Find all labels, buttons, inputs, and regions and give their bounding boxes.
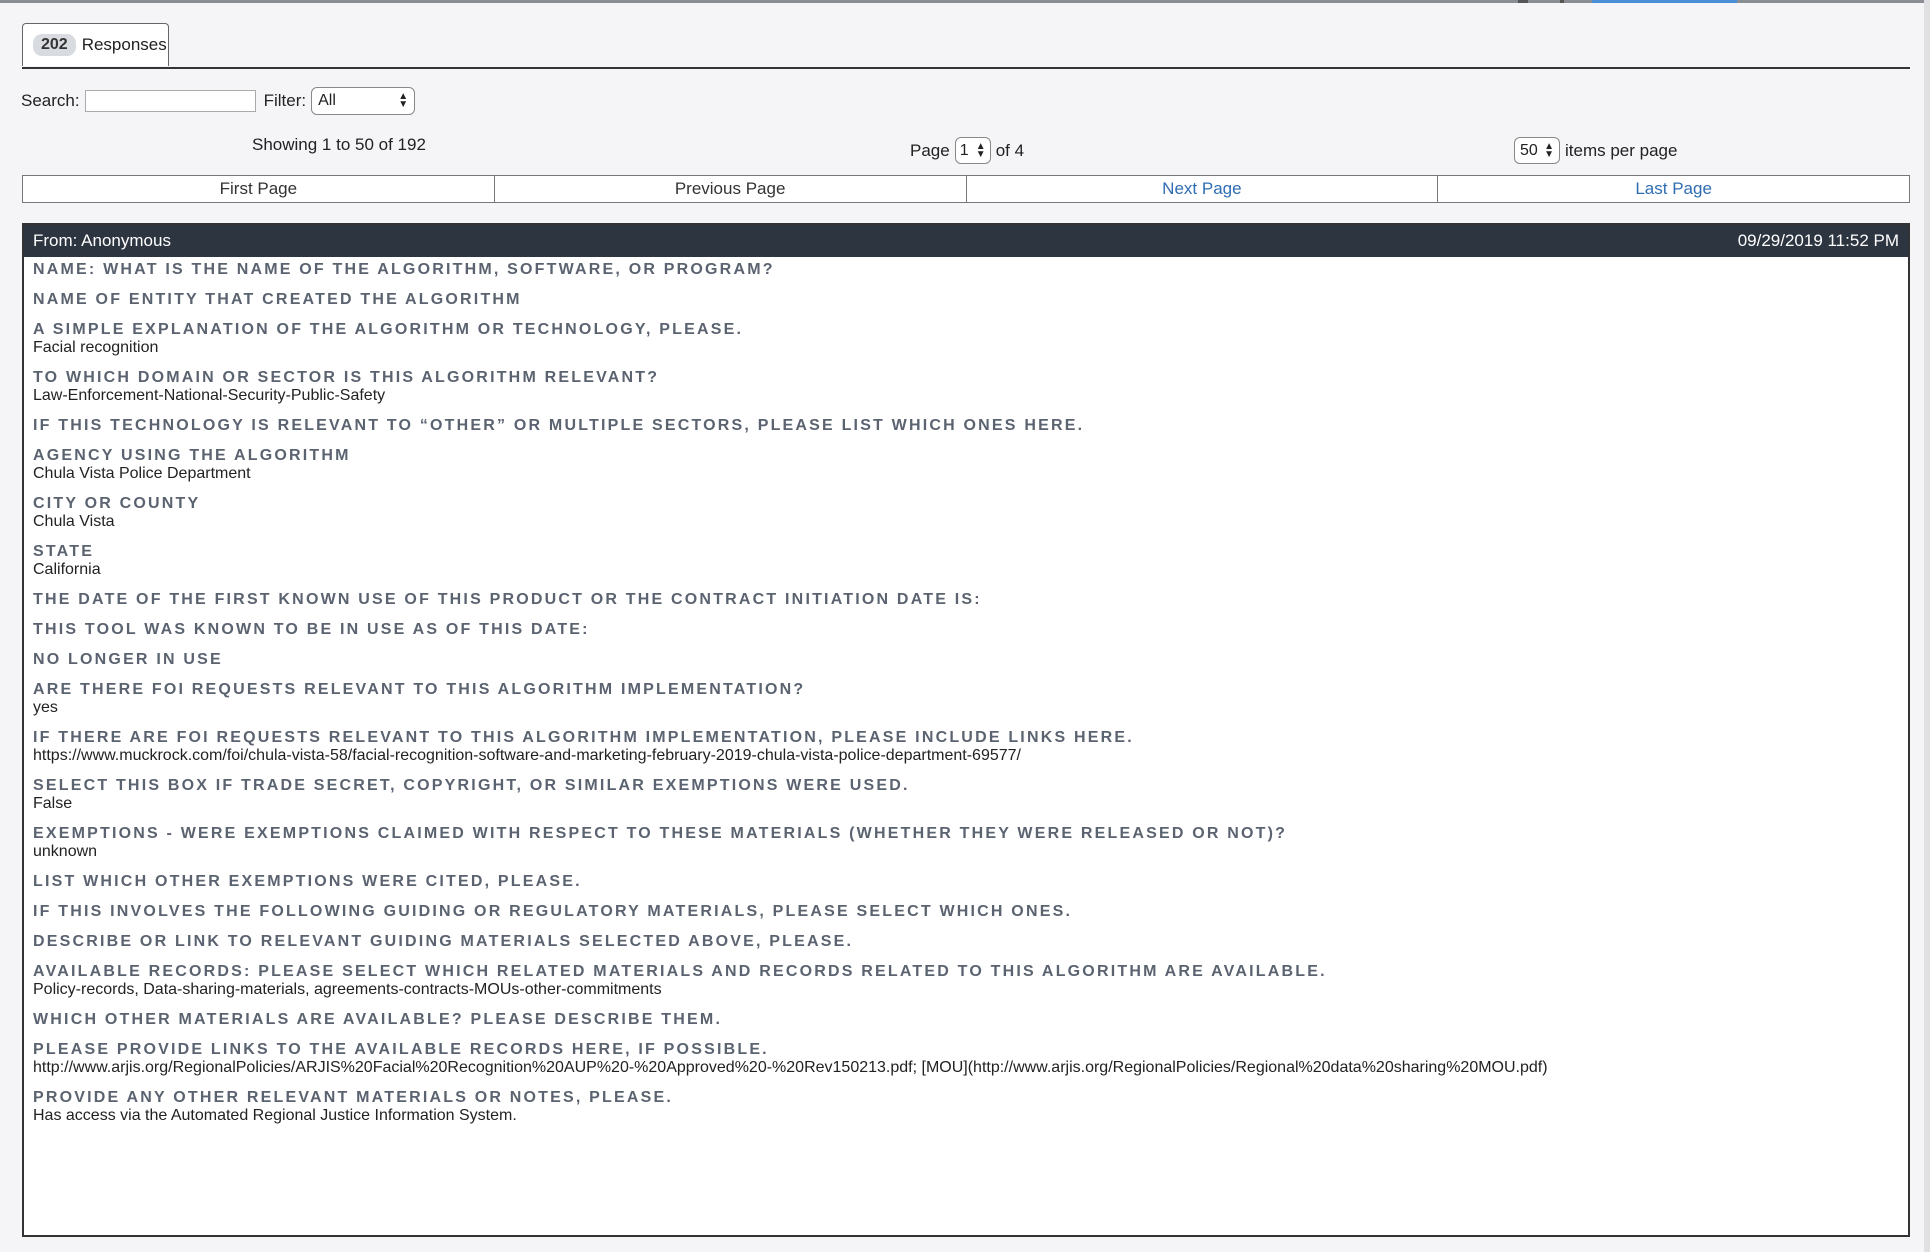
field-answer: Chula Vista — [33, 513, 115, 530]
tab-responses[interactable] — [22, 23, 169, 66]
last-page-button[interactable]: Last Page — [1635, 179, 1712, 198]
window-edge — [1924, 0, 1930, 1252]
field-question: IF THERE ARE FOI REQUESTS RELEVANT TO THIS ALGORITHM IMPLEMENTATION, PLEASE INCLUDE LINKS HERE. — [33, 729, 1134, 746]
top-highlight — [1592, 0, 1737, 3]
select-arrows-icon: ▲ ▼ — [398, 91, 409, 110]
field-answer: Policy-records, Data-sharing-materials, agreements-contracts-MOUs-other-commitments — [33, 981, 662, 998]
response-field — [33, 543, 1898, 579]
first-page-button[interactable]: First Page — [23, 176, 495, 202]
response-date: 09/29/2019 11:52 PM — [1737, 231, 1899, 250]
response-field — [33, 825, 1898, 861]
response-field — [33, 729, 1898, 765]
response-from: From: Anonymous — [33, 231, 171, 250]
response-field — [33, 591, 1898, 609]
response-field — [33, 369, 1898, 405]
field-answer: yes — [33, 699, 58, 716]
response-field — [33, 933, 1898, 951]
field-answer: unknown — [33, 843, 98, 860]
items-per-page — [1514, 137, 1677, 164]
page-select[interactable] — [955, 137, 991, 164]
response-field — [33, 873, 1898, 891]
filter-label: Filter: — [263, 91, 307, 110]
response-field — [33, 291, 1898, 309]
field-answer: Law-Enforcement-National-Security-Public-Safety — [33, 387, 386, 404]
field-question: LIST WHICH OTHER EXEMPTIONS WERE CITED, PLEASE. — [33, 873, 582, 890]
response-field — [33, 621, 1898, 639]
pagination-nav — [22, 175, 1910, 203]
page-label: Page — [910, 140, 950, 160]
response-card — [22, 223, 1910, 1237]
response-field — [33, 1041, 1898, 1077]
field-question: TO WHICH DOMAIN OR SECTOR IS THIS ALGORITHM RELEVANT? — [33, 369, 660, 386]
response-field — [33, 261, 1898, 279]
field-question: NAME: WHAT IS THE NAME OF THE ALGORITHM, SOFTWARE, OR PROGRAM? — [33, 261, 775, 278]
previous-page-button[interactable]: Previous Page — [495, 176, 967, 202]
response-field — [33, 321, 1898, 357]
response-field — [33, 447, 1898, 483]
top-border — [0, 0, 1930, 3]
field-question: WHICH OTHER MATERIALS ARE AVAILABLE? PLEASE DESCRIBE THEM. — [33, 1011, 723, 1028]
select-arrows-icon: ▲ ▼ — [975, 140, 986, 160]
page-selector — [910, 137, 1024, 164]
showing-count: Showing 1 to 50 of 192 — [252, 135, 426, 154]
field-question: CITY OR COUNTY — [33, 495, 201, 512]
response-field — [33, 651, 1898, 669]
response-field — [33, 1089, 1898, 1125]
response-field — [33, 903, 1898, 921]
response-field — [33, 1011, 1898, 1029]
tab-responses-label: Responses — [81, 35, 167, 54]
field-question: ARE THERE FOI REQUESTS RELEVANT TO THIS ALGORITHM IMPLEMENTATION? — [33, 681, 806, 698]
field-answer: Has access via the Automated Regional Justice Information System. — [33, 1107, 517, 1124]
page-select-value: 1 — [959, 141, 969, 159]
responses-count-badge: 202 — [33, 34, 76, 56]
field-question: THIS TOOL WAS KNOWN TO BE IN USE AS OF THIS DATE: — [33, 621, 590, 638]
field-answer: https://www.muckrock.com/foi/chula-vista-58/facial-recognition-software-and-marketing-february-2019-chula-vista-police-department-69577/ — [33, 747, 1021, 764]
select-arrows-icon: ▲ ▼ — [1544, 140, 1554, 160]
field-question: PROVIDE ANY OTHER RELEVANT MATERIALS OR NOTES, PLEASE. — [33, 1089, 674, 1106]
field-question: DESCRIBE OR LINK TO RELEVANT GUIDING MATERIALS SELECTED ABOVE, PLEASE. — [33, 933, 854, 950]
items-per-page-value: 50 — [1520, 141, 1538, 159]
response-field — [33, 777, 1898, 813]
field-question: A SIMPLE EXPLANATION OF THE ALGORITHM OR TECHNOLOGY, PLEASE. — [33, 321, 744, 338]
response-field — [33, 417, 1898, 435]
field-answer: False — [33, 795, 73, 812]
response-field — [33, 963, 1898, 999]
items-per-page-select[interactable] — [1514, 137, 1560, 164]
filter-select[interactable] — [311, 87, 415, 115]
filter-selected-value: All — [318, 92, 336, 109]
field-question: AGENCY USING THE ALGORITHM — [33, 447, 351, 464]
search-filter-row — [21, 86, 415, 116]
field-answer: Facial recognition — [33, 339, 159, 356]
field-answer: California — [33, 561, 101, 578]
search-label: Search: — [21, 91, 80, 110]
field-question: AVAILABLE RECORDS: PLEASE SELECT WHICH RELATED MATERIALS AND RECORDS RELATED TO THIS ALGORITHM ARE AVAILABLE. — [33, 963, 1327, 980]
field-question: SELECT THIS BOX IF TRADE SECRET, COPYRIGHT, OR SIMILAR EXEMPTIONS WERE USED. — [33, 777, 910, 794]
field-answer: http://www.arjis.org/RegionalPolicies/ARJIS%20Facial%20Recognition%20AUP%20-%20Approved%20-%20Rev150213.pdf; [MOU](http://www.arjis.org/RegionalPolicies/Regional%20data%20sharing%20MOU.pdf) — [33, 1059, 1548, 1076]
response-field — [33, 495, 1898, 531]
field-question: THE DATE OF THE FIRST KNOWN USE OF THIS PRODUCT OR THE CONTRACT INITIATION DATE IS: — [33, 591, 982, 608]
field-question: NO LONGER IN USE — [33, 651, 223, 668]
response-body — [24, 261, 1908, 1125]
field-question: EXEMPTIONS - WERE EXEMPTIONS CLAIMED WITH RESPECT TO THESE MATERIALS (WHETHER THEY WERE RELEASED OR NOT)? — [33, 825, 1288, 842]
field-question: IF THIS TECHNOLOGY IS RELEVANT TO “OTHER” OR MULTIPLE SECTORS, PLEASE LIST WHICH ONES HERE. — [33, 417, 1085, 434]
response-field — [33, 681, 1898, 717]
field-question: NAME OF ENTITY THAT CREATED THE ALGORITHM — [33, 291, 522, 308]
items-per-page-label: items per page — [1565, 140, 1678, 160]
tab-bar — [22, 23, 1910, 69]
response-header — [24, 225, 1908, 257]
field-question: STATE — [33, 543, 95, 560]
field-answer: Chula Vista Police Department — [33, 465, 251, 482]
field-question: PLEASE PROVIDE LINKS TO THE AVAILABLE RECORDS HERE, IF POSSIBLE. — [33, 1041, 769, 1058]
page-of-label: of 4 — [995, 140, 1025, 160]
field-question: IF THIS INVOLVES THE FOLLOWING GUIDING OR REGULATORY MATERIALS, PLEASE SELECT WHICH ONES. — [33, 903, 1073, 920]
next-page-button[interactable]: Next Page — [967, 176, 1439, 202]
search-input[interactable] — [85, 90, 256, 112]
